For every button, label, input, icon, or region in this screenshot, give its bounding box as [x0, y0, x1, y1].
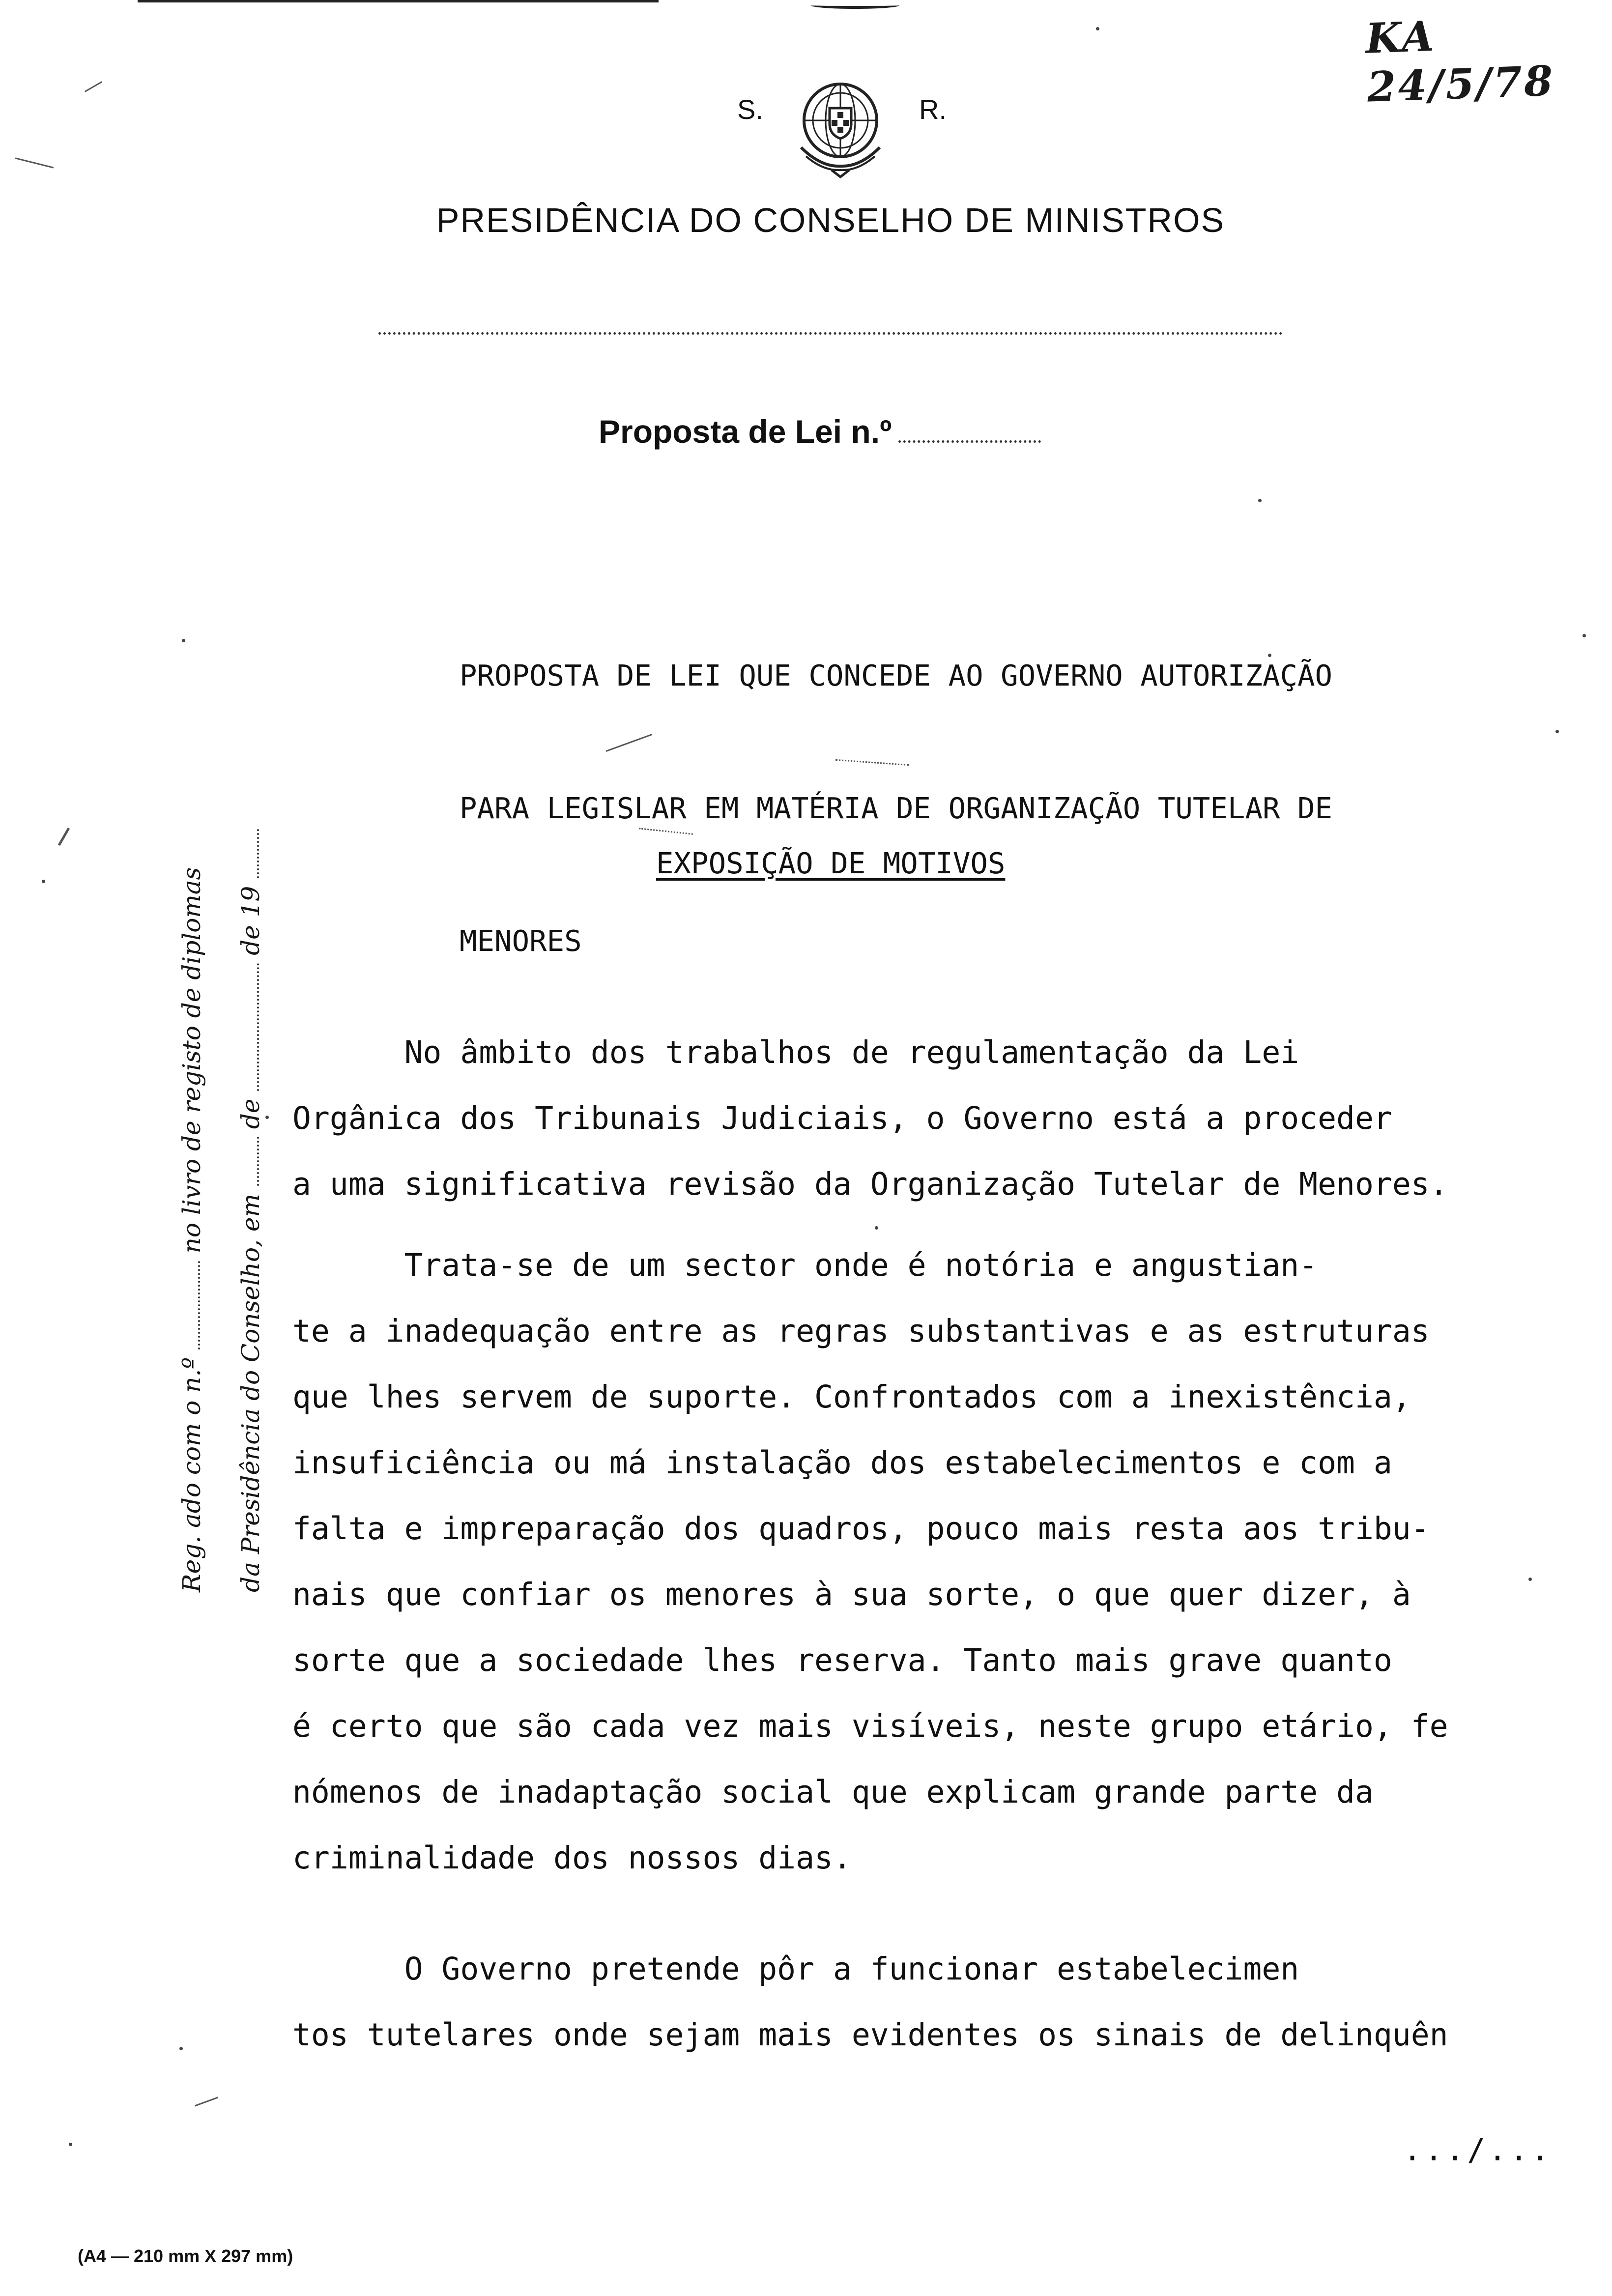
scan-speck [1268, 654, 1271, 657]
proposal-subject [460, 565, 1492, 1007]
scan-speck [182, 639, 185, 642]
margin-registration-stamp [162, 867, 280, 1592]
scan-mark [58, 828, 70, 846]
body-paragraph-1: No âmbito dos trabalhos de regulamentação da Lei Orgânica dos Tribunais Judiciais, o Governo está a proceder a uma significativa revisão da Organização Tutelar de Menores. [292, 1034, 1448, 1202]
register-month-blank [257, 963, 259, 1091]
scan-speck [1583, 634, 1586, 637]
coat-of-arms-icon [786, 74, 894, 182]
proposal-number-label: Proposta de Lei n.º [599, 413, 892, 450]
proposal-number [599, 413, 1041, 450]
section-heading: EXPOSIÇÃO DE MOTIVOS [656, 846, 1006, 880]
dotted-separator [378, 332, 1283, 335]
letterhead [737, 74, 953, 182]
scan-speck [875, 1226, 878, 1230]
register-number-blank [198, 1261, 200, 1349]
subject-line: PROPOSTA DE LEI QUE CONCEDE AO GOVERNO AUTORIZAÇÃO [460, 659, 1333, 692]
scan-mark [195, 2097, 218, 2107]
scan-speck [265, 1116, 269, 1119]
scan-speck [1096, 27, 1099, 30]
subject-line: PARA LEGISLAR EM MATÉRIA DE ORGANIZAÇÃO TUTELAR DE [460, 791, 1333, 825]
paper-size-note: (A4 — 210 mm X 297 mm) [78, 2246, 293, 2266]
body-paragraph-3: O Governo pretende pôr a funcionar estabelecimen tos tutelares onde sejam mais evidentes os sinais de delinquên [292, 1951, 1448, 2053]
proposal-number-blank [898, 440, 1041, 443]
continuation-mark: .../... [1403, 2132, 1553, 2168]
top-edge-rule [138, 0, 659, 2]
register-line-1: Reg. ado com o n.º no livro de registo de diplomas [177, 867, 206, 1592]
scan-speck [1258, 499, 1262, 502]
register-line-2: da Presidência do Conselho, em de de 19 [221, 978, 280, 1592]
scan-mark [15, 157, 54, 168]
subject-line: MENORES [460, 924, 582, 958]
top-edge-mark [811, 2, 899, 9]
body-paragraph-2: Trata-se de um sector onde é notória e angustian- te a inadequação entre as regras substantivas e as estruturas que lhes servem de suporte. Confrontados com a inexistência, insuficiência ou má instalação dos estabelecimentos e com a falta e impreparação dos quadros, pouco mais resta aos tribu- nais que confiar os menores à sua sorte, o que quer dizer, à sorte que a sociedade lhes reserva. Tanto mais grave quanto é certo que são cada vez mais visíveis, neste grupo etário, fe nómenos de inadaptação social que explicam grande parte da criminalidade dos nossos dias. [292, 1247, 1448, 1876]
register-year-blank [257, 829, 259, 878]
scan-speck [179, 2047, 183, 2050]
letterhead-left-letter: S. [737, 94, 763, 125]
register-day-blank [257, 1137, 259, 1186]
scan-speck [1555, 730, 1559, 733]
handwritten-reference: KA 24/5/78 [1364, 11, 1555, 112]
letterhead-right-letter: R. [919, 94, 947, 125]
organization-title: PRESIDÊNCIA DO CONSELHO DE MINISTROS [436, 201, 1225, 239]
scan-speck [42, 880, 45, 883]
scan-mark [85, 81, 102, 92]
scan-speck [69, 2143, 72, 2146]
scan-speck [1528, 1578, 1532, 1581]
